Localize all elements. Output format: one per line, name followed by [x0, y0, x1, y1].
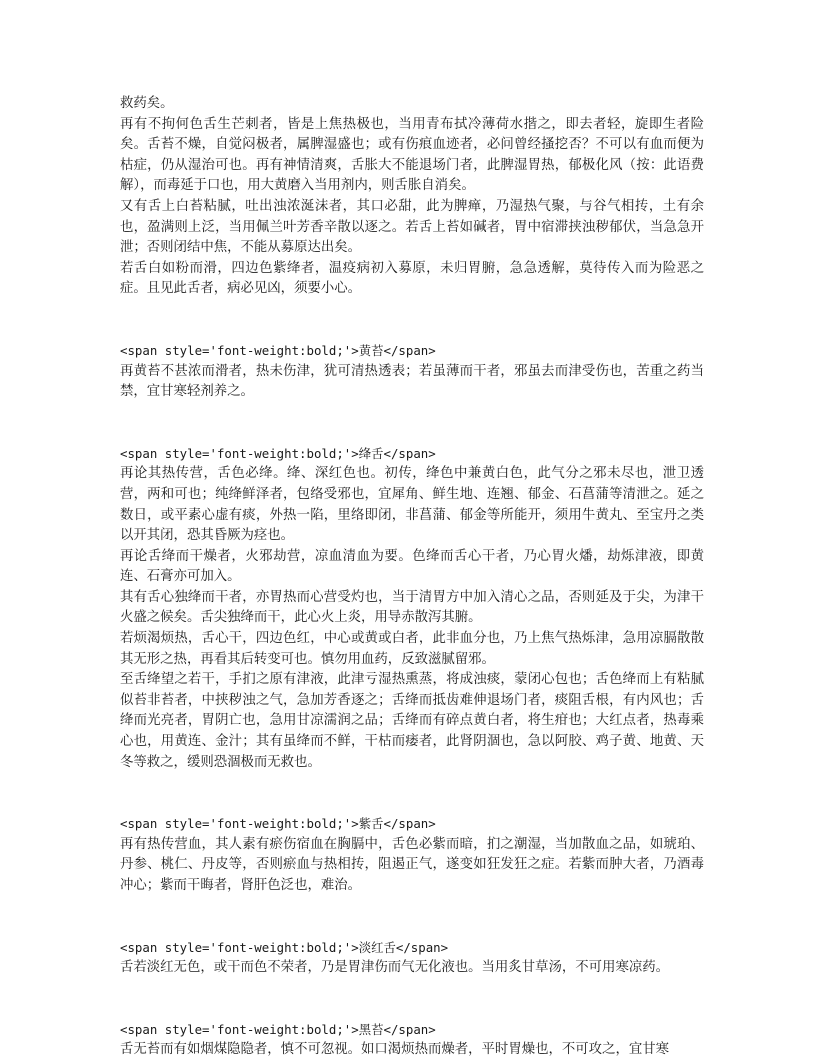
section-heading: <span style='font-weight:bold;'>紫舌</span> — [120, 816, 436, 832]
section-yellow-coating — [120, 341, 704, 403]
section-gap — [120, 773, 704, 814]
paragraph: 救药矣。 — [120, 96, 174, 111]
section-heading: <span style='font-weight:bold;'>绛舌</span> — [120, 445, 436, 461]
paragraph: 再有不拘何色舌生芒刺者，皆是上焦热极也，当用青布拭冷薄荷水揩之，即去者轻，旋即生者险矣。舌苔不燥，自觉闷极者，属脾湿盛也；或有伤痕血迹者，必问曾经搔挖否？不可以有血而便为枯症，仍从湿治可也。再有神情清爽，舌胀大不能退场门者，此脾湿胃热，郁极化风（按：此语费解），而毒延于口也，用大黄磨入当用剂内，则舌胀自消矣。 — [120, 116, 704, 194]
paragraph: 若舌白如粉而滑，四边色紫绛者，温疫病初入募原，未归胃腑，急急透解，莫待传入而为险恶之症。且见此舌者，病必见凶，须要小心。 — [120, 260, 704, 297]
section-pale-red-tongue — [120, 938, 704, 979]
paragraph: 舌若淡红无色，或干而色不荣者，乃是胃津伤而气无化液也。当用炙甘草汤，不可用寒凉药。 — [120, 960, 670, 976]
paragraph: 舌无苔而有如烟煤隐隐者，慎不可忽视。如口渴烦热而燥者，平时胃燥也，不可攻之，宜甘寒 — [120, 1042, 670, 1058]
section-gap — [120, 979, 704, 1020]
section-heading: <span style='font-weight:bold;'>黑苔</span> — [120, 1021, 436, 1037]
section-black-coating — [120, 1020, 704, 1061]
section-crimson-tongue — [120, 444, 704, 774]
section-gap — [120, 897, 704, 938]
paragraph: 至舌绛望之若干，手扪之原有津液，此津亏湿热熏蒸，将成浊痰，蒙闭心包也；舌色绛而上有粘腻似苔非苔者，中挟秽浊之气，急加芳香逐之；舌绛而抵齿难伸退场门者，痰阻舌根，有内风也；舌绛而光亮者，胃阴亡也，急用甘凉濡润之品；舌绛而有碎点黄白者，将生疳也；大红点者，热毒乘心也，用黄连、金汁；其有虽绛而不鲜，干枯而痿者，此肾阴涸也，急以阿胶、鸡子黄、地黄、天冬等救之，缓则恐涸极而无救也。 — [120, 672, 704, 770]
paragraph: 再论舌绛而干燥者，火邪劫营，凉血清血为要。色绛而舌心干者，乃心胃火燔，劫烁津液，即黄连、石膏亦可加入。 — [120, 548, 704, 585]
section-heading: <span style='font-weight:bold;'>黄苔</span> — [120, 342, 436, 358]
section-gap — [120, 300, 704, 341]
paragraph: 又有舌上白苔粘腻，吐出浊浓涎沫者，其口必甜，此为脾瘅，乃湿热气聚，与谷气相抟，土有余也，盈满则上泛，当用佩兰叶芳香辛散以逐之。若舌上苔如碱者，胃中宿滞挟浊秽郁伏，当急急开泄；否则闭结中焦，不能从募原达出矣。 — [120, 198, 704, 256]
document-body — [120, 94, 704, 1061]
paragraph: 再黄苔不甚浓而滑者，热未伤津，犹可清热透表；若虽薄而干者，邪虽去而津受伤也，苦重之药当禁，宜甘寒轻剂养之。 — [120, 363, 704, 400]
section-heading: <span style='font-weight:bold;'>淡红舌</span> — [120, 939, 449, 955]
paragraph: 再论其热传营，舌色必绛。绛、深红色也。初传，绛色中兼黄白色，此气分之邪未尽也，泄卫透营，两和可也；纯绛鲜泽者，包络受邪也，宜犀角、鲜生地、连翘、郁金、石菖蒲等清泄之。延之数日，或平素心虚有痰，外热一陷，里络即闭，非菖蒲、郁金等所能开，须用牛黄丸、至宝丹之类以开其闭，恐其昏厥为痉也。 — [120, 466, 704, 544]
section-gap — [120, 403, 704, 444]
intro-block — [120, 94, 704, 300]
paragraph: 再有热传营血，其人素有瘀伤宿血在胸膈中，舌色必紫而暗，扪之潮湿，当加散血之品，如琥珀、丹参、桃仁、丹皮等，否则瘀血与热相抟，阻遏正气，遂变如狂发狂之症。若紫而肿大者，乃酒毒冲心；紫而干晦者，肾肝色泛也，难治。 — [120, 836, 704, 893]
paragraph: 其有舌心独绛而干者，亦胃热而心营受灼也，当于清胃方中加入清心之品，否则延及于尖，为津干火盛之候矣。舌尖独绛而干，此心火上炎，用导赤散泻其腑。 — [120, 589, 704, 626]
section-purple-tongue — [120, 814, 704, 896]
paragraph: 若烦渴烦热，舌心干，四边色红，中心或黄或白者，此非血分也，乃上焦气热烁津，急用凉膈散散其无形之热，再看其后转变可也。慎勿用血药，反致滋腻留邪。 — [120, 631, 704, 667]
